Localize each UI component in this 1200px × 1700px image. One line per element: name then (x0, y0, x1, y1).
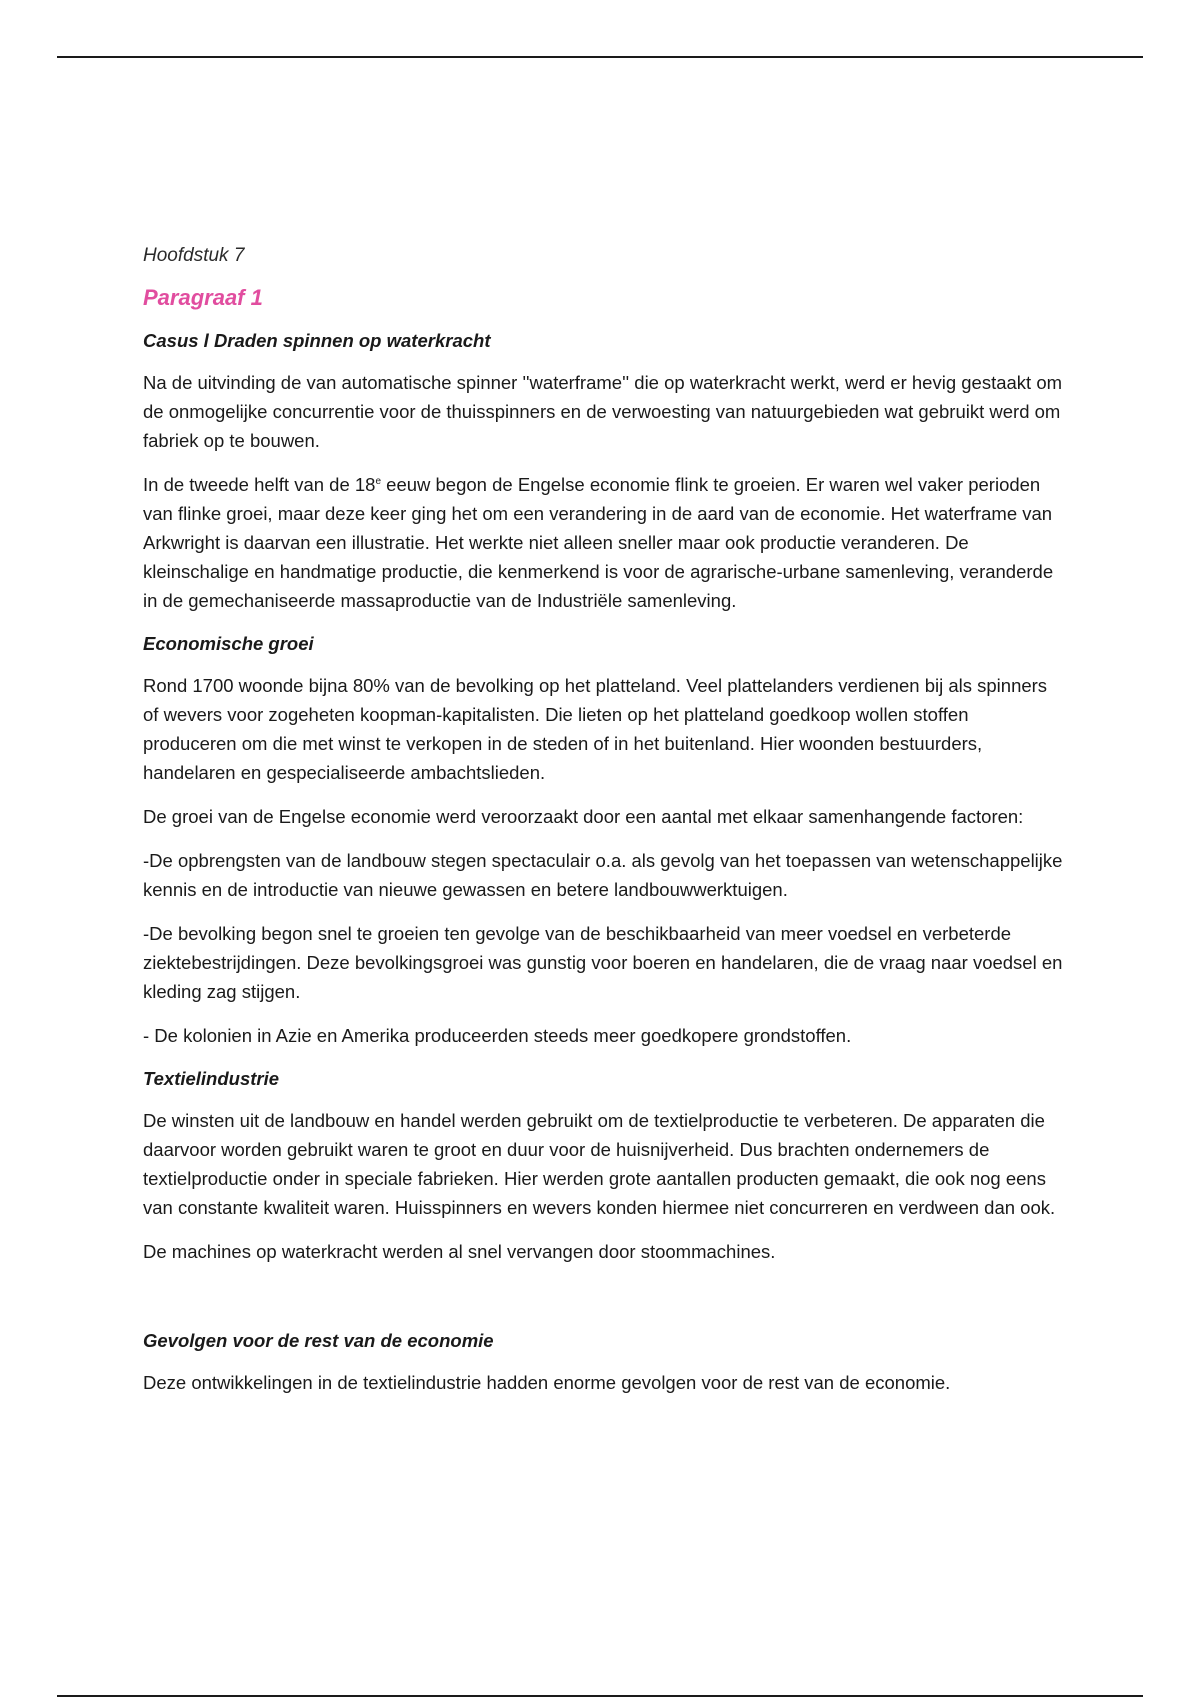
textile-paragraph-1: De winsten uit de landbouw en handel werden gebruikt om de textielproductie te verbeteren. De apparaten die daarvoor worden gebruikt waren te groot en duur voor de huisnijverheid. Dus brachten ondernemers de textielproductie onder in speciale fabrieken. Hier werden grote aantallen producten gemaakt, die ook nog eens van constante kwaliteit waren. Huisspinners en wevers konden hiermee niet concurreren en verdween dan ook. (143, 1110, 1056, 1218)
ordinal-superscript: e (375, 475, 382, 487)
intro-paragraph-start: In de tweede helft van de 18 (143, 474, 376, 495)
header-rule (57, 56, 1143, 58)
intro-paragraph-rest: eeuw begon de Engelse economie flink te groeien. Er waren wel vaker perioden van flinke groei, maar deze keer ging het om een verandering in de aard van de economie. Het waterframe van Arkwright is daarvan een illustratie. Het werkte niet alleen sneller maar ook productie veranderen. De kleinschalige en handmatige productie, die kenmerkend is voor de agrarische-urbane samenleving, veranderde in de gemechaniseerde massaproductie van de Industriële samenleving. (143, 474, 1054, 611)
section-title: Paragraaf 1 (143, 285, 263, 310)
economic-paragraph-1: Rond 1700 woonde bijna 80% van de bevolking op het platteland. Veel plattelanders verdienen bij als spinners of wevers voor zogeheten koopman-kapitalisten. Die lieten op het platteland goedkoop wollen stoffen produceren om die met winst te verkopen in de steden of in het buitenland. Hier woonden bestuurders, handelaren en gespecialiseerde ambachtslieden. (143, 675, 1048, 783)
chapter-label: Hoofdstuk 7 (143, 245, 245, 266)
textile-industry-heading: Textielindustrie (143, 1068, 280, 1089)
casus-paragraph: Na de uitvinding de van automatische spinner ''waterframe'' die op waterkracht werkt, werd er hevig gestaakt om de onmogelijke concurrentie voor de thuisspinners en de verwoesting van natuurgebieden wat gebruikt werd om fabriek op te bouwen. (143, 372, 1063, 451)
factor-item-1: -De opbrengsten van de landbouw stegen spectaculair o.a. als gevolg van het toepassen van wetenschappelijke kennis en de introductie van nieuwe gewassen en betere landbouwwerktuigen. (143, 850, 1063, 900)
footer-rule (57, 1695, 1143, 1697)
consequences-heading: Gevolgen voor de rest van de economie (143, 1330, 494, 1351)
factor-item-3: - De kolonien in Azie en Amerika produceerden steeds meer goedkopere grondstoffen. (143, 1025, 852, 1046)
factor-item-2: -De bevolking begon snel te groeien ten gevolge van de beschikbaarheid van meer voedsel en verbeterde ziektebestrijdingen. Deze bevolkingsgroei was gunstig voor boeren en handelaren, die de vraag naar voedsel en kleding zag stijgen. (143, 923, 1063, 1002)
intro-paragraph (143, 470, 1063, 615)
casus-heading: Casus l Draden spinnen op waterkracht (143, 330, 491, 351)
document-body (143, 242, 1063, 1412)
economic-growth-heading: Economische groei (143, 633, 314, 654)
textile-paragraph-2: De machines op waterkracht werden al snel vervangen door stoommachines. (143, 1241, 776, 1262)
consequences-paragraph: Deze ontwikkelingen in de textielindustrie hadden enorme gevolgen voor de rest van de economie. (143, 1372, 951, 1393)
section-spacer (143, 1281, 1063, 1327)
economic-paragraph-2: De groei van de Engelse economie werd veroorzaakt door een aantal met elkaar samenhangende factoren: (143, 806, 1024, 827)
